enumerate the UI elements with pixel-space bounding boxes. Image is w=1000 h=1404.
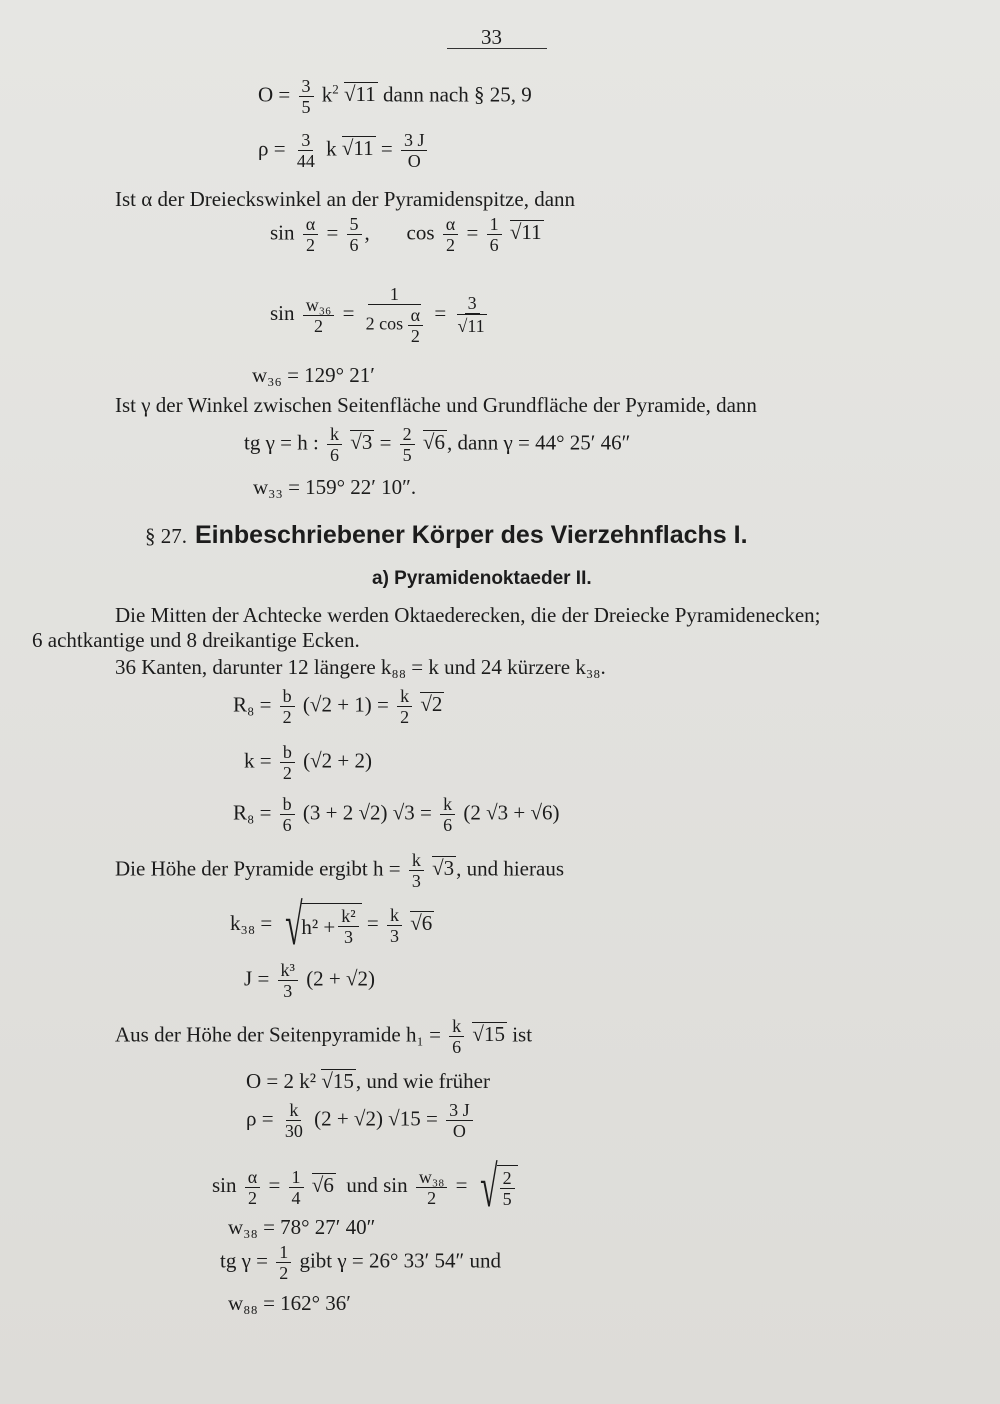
eq-w38: w₃₈ = 78° 27′ 40″ bbox=[228, 1215, 376, 1239]
section-subtitle: a) Pyramidenoktaeder II. bbox=[372, 568, 592, 589]
text-side-pyramid: Aus der Höhe der Seitenpyramide h₁ = $\frac{k}{6}$ √ 15 ist bbox=[115, 1016, 532, 1057]
eq-sin-alpha-w38: sin $\frac{\alpha}{2}$ = $\frac{1}{4}$ √ 6 und sin $\frac{\text{w₃₈}}{2}$ = √ $\frac{2}{5}$ bbox=[212, 1158, 518, 1216]
eq-sin-cos-alpha: sin $\frac{\alpha}{2}$ = $\frac{5}{6}$ , cos $\frac{\alpha}{2}$ = $\frac{1}{6}$ √ 11 bbox=[270, 214, 544, 255]
text-pyramid-height: Die Höhe der Pyramide ergibt h = $\frac{k}{3}$ √ 3, und hieraus bbox=[115, 850, 564, 891]
eq-k38: k₃₈ = √ h² + $\frac{\text{k²}}{3}$ = $\frac{k}{3}$ √ 6 bbox=[230, 896, 434, 954]
eq-w36: w₃₆ = 129° 21′ bbox=[252, 363, 375, 387]
page-number: 33 bbox=[481, 25, 502, 49]
eq-surface-O: O = $\frac{3}{5}$ $k^2$ √ 11 dann nach § 25, 9 bbox=[258, 76, 532, 117]
text-alpha: Ist α der Dreieckswinkel an der Pyramidenspitze, dann bbox=[115, 187, 576, 211]
header-rule bbox=[447, 48, 547, 49]
eq-w88: w₈₈ = 162° 36′ bbox=[228, 1291, 351, 1315]
eq-rho: ρ = $\frac{3}{44}$ k √ 11 = $\frac{3 J}{O}$ bbox=[258, 130, 430, 171]
section-heading: § 27. Einbeschriebener Körper des Vierzehnflachs I. bbox=[145, 521, 748, 549]
eq-sin-w36: sin $\frac{\text{w₃₆}}{2}$ = 1 2 cos $\frac{\alpha}{2}$ = 3 √ 11 bbox=[270, 284, 493, 346]
eq-tg-gamma-2: tg γ = $\frac{1}{2}$ gibt γ = 26° 33′ 54″ und bbox=[220, 1242, 501, 1283]
text-gamma: Ist γ der Winkel zwischen Seitenfläche und Grundfläche der Pyramide, dann bbox=[115, 393, 757, 417]
eq-w33: w₃₃ = 159° 22′ 10″. bbox=[253, 475, 417, 499]
eq-R8-b: R₈ = $\frac{b}{6}$ (3 + 2 √2) √3 = $\frac{k}{6}$ (2 √3 + √6) bbox=[233, 794, 560, 835]
para-line-2: 6 achtkantige und 8 dreikantige Ecken. bbox=[32, 628, 360, 652]
eq-R8-a: R₈ = $\frac{b}{2}$ (√2 + 1) = $\frac{k}{2}$ √ 2 bbox=[233, 686, 444, 727]
eq-k: k = $\frac{b}{2}$ (√2 + 2) bbox=[244, 742, 372, 783]
eq-rho-2: ρ = $\frac{k}{30}$ (2 + √2) √15 = $\frac{3 J}{O}$ bbox=[246, 1100, 476, 1141]
eq-tg-gamma: tg γ = h : $\frac{k}{6}$ √ 3 = $\frac{2}{5}$ √ 6, dann γ = 44° 25′ 46″ bbox=[244, 424, 630, 465]
para-line-3: 36 Kanten, darunter 12 längere k₈₈ = k und 24 kürzere k₃₈. bbox=[115, 655, 606, 679]
eq-volume-J: J = $\frac{\text{k³}}{3}$ (2 + √2) bbox=[244, 960, 376, 1001]
para-line-1: Die Mitten der Achtecke werden Oktaederecken, die der Dreiecke Pyramidenecken; bbox=[115, 603, 821, 627]
eq-surface-O-2: O = 2 k² √ 15, und wie früher bbox=[246, 1068, 490, 1094]
